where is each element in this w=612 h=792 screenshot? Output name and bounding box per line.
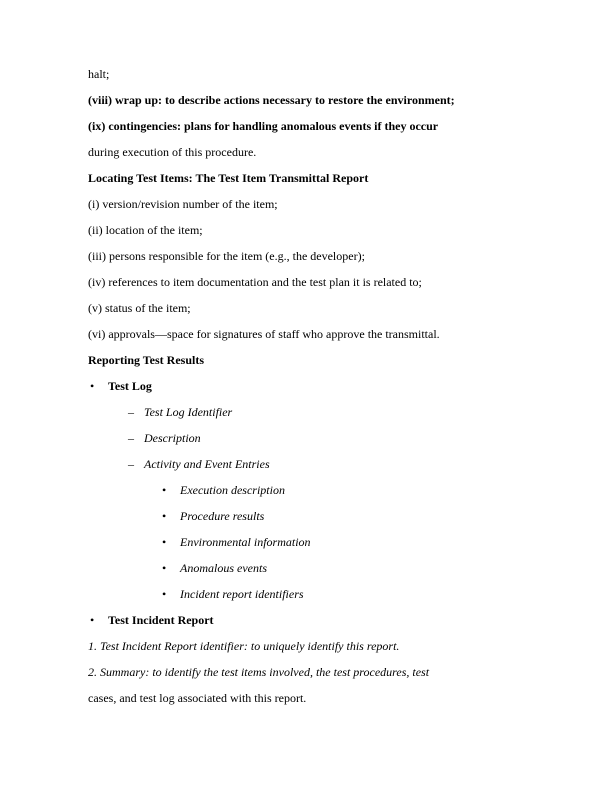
text-contingencies: (ix) contingencies: plans for handling anomalous events if they occur [88,119,439,133]
heading-locating-test-items: Locating Test Items: The Test Item Transmittal Report [88,171,369,185]
bullet-icon: • [162,509,167,523]
test-log-item: Description [144,431,201,445]
bullet-icon: • [90,613,95,627]
incident-identifier: 1. Test Incident Report identifier: to uniquely identify this report. [88,639,400,653]
item-status: (v) status of the item; [88,301,191,315]
item-version: (i) version/revision number of the item; [88,197,278,211]
heading-reporting-test-results: Reporting Test Results [88,353,205,367]
bullet-icon: • [162,535,167,549]
bullet-icon: • [162,483,167,497]
bullet-icon: • [90,379,95,393]
incident-summary-continued: cases, and test log associated with this report. [88,691,307,705]
heading-test-log: Test Log [108,379,152,393]
dash-icon: – [128,431,134,445]
bullet-icon: • [162,561,167,575]
activity-sub-item: Environmental information [180,535,311,549]
test-log-item: Activity and Event Entries [144,457,270,471]
text-halt: halt; [88,67,110,81]
dash-icon: – [128,457,134,471]
heading-test-incident-report: Test Incident Report [108,613,214,627]
text-wrap-up: (viii) wrap up: to describe actions necessary to restore the environment; [88,93,455,107]
dash-icon: – [128,405,134,419]
bullet-icon: • [162,587,167,601]
activity-sub-item: Incident report identifiers [180,587,304,601]
item-persons: (iii) persons responsible for the item (e.g., the developer); [88,249,365,263]
activity-sub-item: Execution description [180,483,285,497]
activity-sub-item: Anomalous events [180,561,267,575]
activity-sub-item: Procedure results [180,509,265,523]
item-approvals: (vi) approvals—space for signatures of staff who approve the transmittal. [88,327,440,341]
item-location: (ii) location of the item; [88,223,203,237]
item-references: (iv) references to item documentation and the test plan it is related to; [88,275,422,289]
text-during-execution: during execution of this procedure. [88,145,257,159]
incident-summary: 2. Summary: to identify the test items involved, the test procedures, test [88,665,430,679]
test-log-item: Test Log Identifier [144,405,233,419]
